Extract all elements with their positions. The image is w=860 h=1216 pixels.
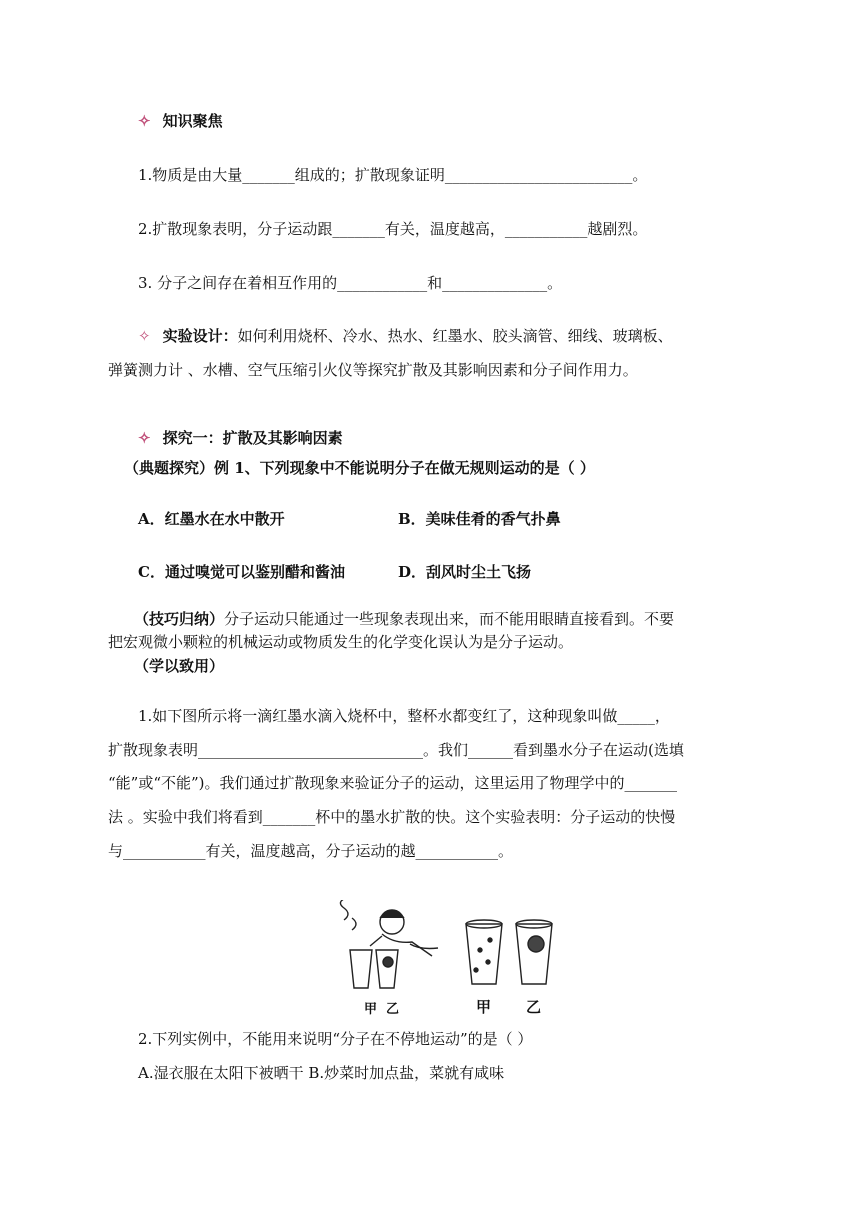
experiment-line-2: 弹簧测力计 、水槽、空气压缩引火仪等探究扩散及其影响因素和分子间作用力。 xyxy=(108,361,638,379)
option-b: B．美味佳肴的香气扑鼻 xyxy=(398,510,561,528)
option-d: D．刮风时尘土飞扬 xyxy=(398,563,532,581)
diamond-icon: ✧ xyxy=(138,429,151,447)
option-c: C．通过嗅觉可以鉴别醋和酱油 xyxy=(138,563,345,581)
apply-paragraph-line-1: 1.如下图所示将一滴红墨水滴入烧杯中，整杯水都变红了，这种现象叫做_____， xyxy=(138,707,670,725)
beakers-illustration xyxy=(330,900,570,995)
knowledge-heading: ✧ 知识聚焦 xyxy=(138,112,223,130)
tips-line-2: 把宏观微小颗粒的机械运动或物质发生的化学变化误认为是分子运动。 xyxy=(108,633,574,651)
figure-label-jia-large: 甲 xyxy=(476,998,492,1016)
apply-paragraph-line-3: “能”或“不能”)。我们通过扩散现象来验证分子的运动，这里运用了物理学中的_______ xyxy=(108,774,678,792)
option-a: A．红墨水在水中散开 xyxy=(138,510,285,528)
knowledge-question-1: 1.物质是由大量_______组成的；扩散现象证明_________________________。 xyxy=(138,166,648,184)
inquiry-heading: ✧ 探究一：扩散及其影响因素 xyxy=(138,429,343,447)
apply-paragraph-line-4: 法 。实验中我们将看到_______杯中的墨水扩散的快。这个实验表明：分子运动的快慢 xyxy=(108,808,676,826)
experiment-line-1: ✧ 实验设计：如何利用烧杯、冷水、热水、红墨水、胶头滴管、细线、玻璃板、 xyxy=(138,327,673,345)
apply-question-2-options: A.湿衣服在太阳下被晒干 B.炒菜时加点盐，菜就有咸味 xyxy=(138,1064,505,1082)
diamond-icon: ✧ xyxy=(138,327,151,345)
knowledge-question-3: 3. 分子之间存在着相互作用的____________和______________。 xyxy=(138,274,563,292)
tips-line-1: （技巧归纳）分子运动只能通过一些现象表现出来，而不能用眼睛直接看到。不要 xyxy=(134,610,675,628)
figure-label-yi-large: 乙 xyxy=(526,998,542,1016)
diffusion-experiment-figure xyxy=(330,900,570,1022)
apply-paragraph-line-2: 扩散现象表明______________________________。我们______看到墨水分子在运动(选填 xyxy=(108,741,684,759)
apply-question-2: 2.下列实例中，不能用来说明“分子在不停地运动”的是（ ） xyxy=(138,1030,533,1048)
apply-heading: （学以致用） xyxy=(134,657,225,675)
apply-paragraph-line-5: 与___________有关，温度越高，分子运动的越___________。 xyxy=(108,842,514,860)
example-question: （典题探究）例 1、下列现象中不能说明分子在做无规则运动的是（ ） xyxy=(124,459,595,477)
figure-label-yi-small: 乙 xyxy=(386,1002,400,1017)
knowledge-question-2: 2.扩散现象表明，分子运动跟_______有关，温度越高，___________越剧烈。 xyxy=(138,220,648,238)
diamond-icon: ✧ xyxy=(138,112,151,130)
figure-label-jia-small: 甲 xyxy=(364,1002,378,1017)
